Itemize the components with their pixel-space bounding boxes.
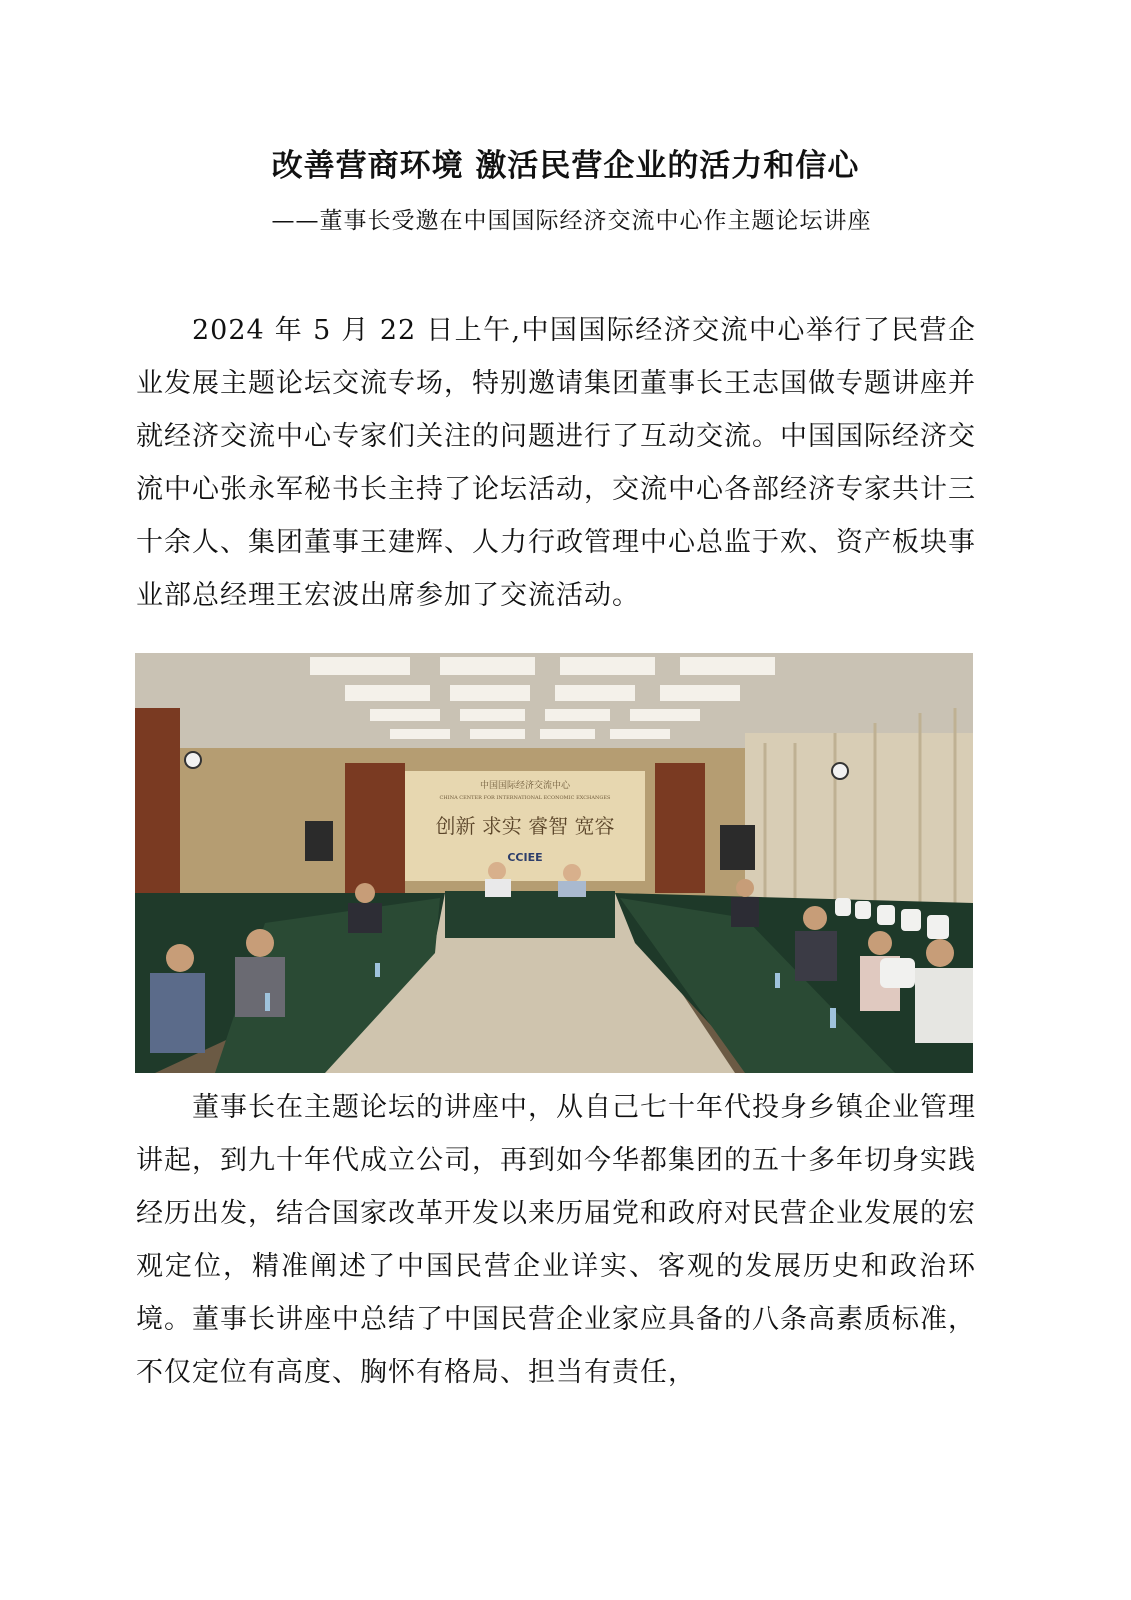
banner-slogan: 创新 求实 睿智 宽容 [435, 814, 615, 838]
banner-line-1: 中国国际经济交流中心 [479, 781, 571, 791]
banner-line-2: CHINA CENTER FOR INTERNATIONAL ECONOMIC EXCHANGES [439, 795, 611, 801]
page-subtitle: ——董事长受邀在中国国际经济交流中心作主题论坛讲座 [271, 208, 872, 234]
page-title: 改善营商环境 激活民营企业的活力和信心 [271, 148, 860, 184]
meeting-photo [135, 653, 973, 1073]
banner-logo: CCIEE [507, 851, 543, 864]
body-paragraph-1: 2024 年 5 月 22 日上午,中国国际经济交流中心举行了民营企业发展主题论坛交流专场，特别邀请集团董事长王志国做专题讲座并就经济交流中心专家们关注的问题进行了互动交流。中国国际经济交流中心张永军秘书长主持了论坛活动，交流中心各部经济专家共计三十余人、集团董事王建辉、人力行政管理中心总监于欢、资产板块事业部总经理王宏波出席参加了交流活动。 [136, 315, 976, 611]
body-paragraph-2: 董事长在主题论坛的讲座中，从自己七十年代投身乡镇企业管理讲起，到九十年代成立公司，再到如今华都集团的五十多年切身实践经历出发，结合国家改革开发以来历届党和政府对民营企业发展的宏观定位，精准阐述了中国民营企业详实、客观的发展历史和政治环境。董事长讲座中总结了中国民营企业家应具备的八条高素质标准，不仅定位有高度、胸怀有格局、担当有责任， [136, 1092, 976, 1388]
